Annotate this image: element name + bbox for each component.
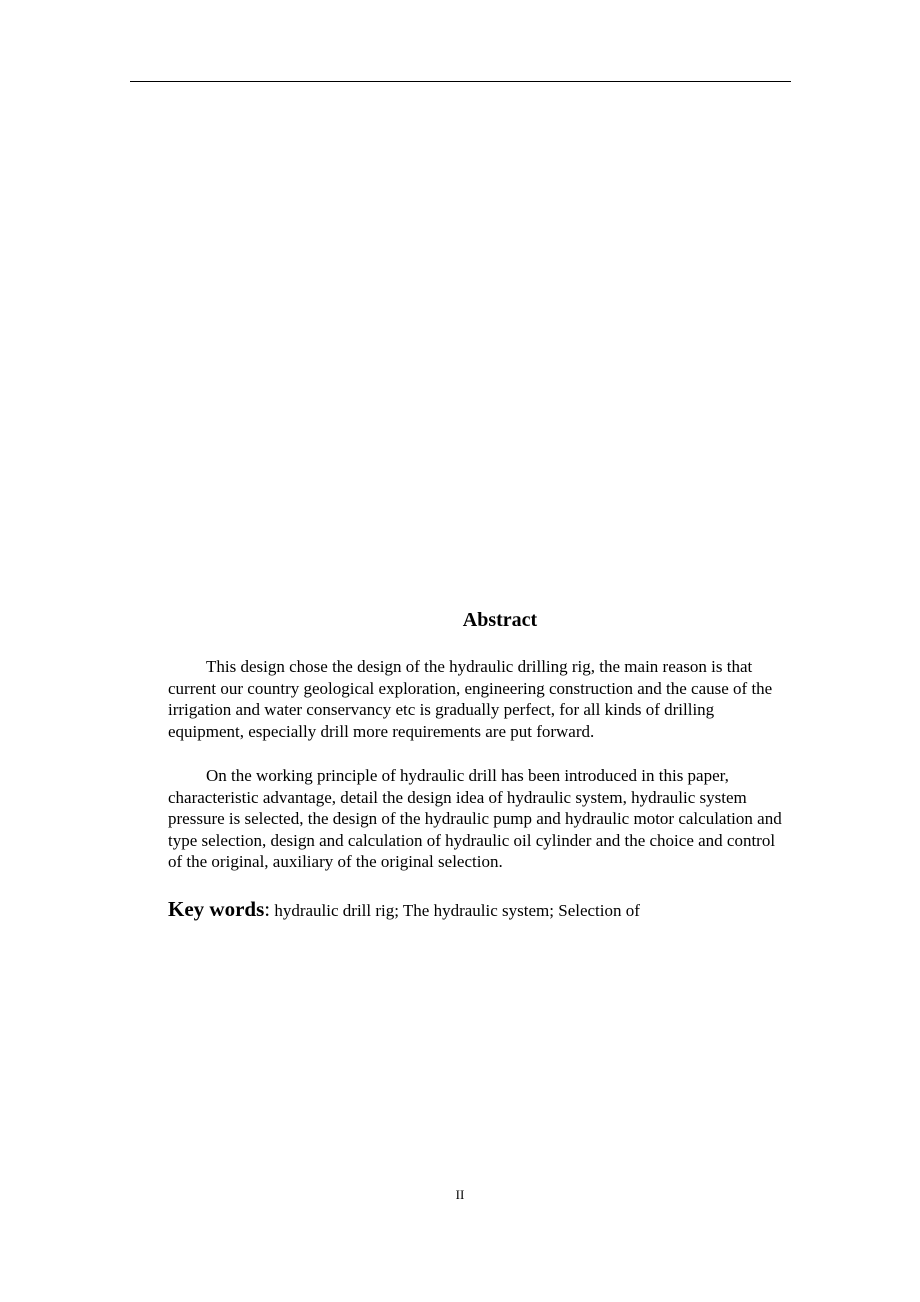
abstract-paragraph-2 [168, 765, 786, 873]
paragraph-text: On the working principle of hydraulic drill has been introduced in this paper, characteristic advantage, detail the design idea of hydraulic system, hydraulic system pressure is selected, the design of the hydraulic pump and hydraulic motor calculation and type selection, design and calculation of hydraulic oil cylinder and the choice and control of the original, auxiliary of the original selection. [168, 766, 782, 871]
paragraph-text: This design chose the design of the hydraulic drilling rig, the main reason is that current our country geological exploration, engineering construction and the cause of the irrigation and water conservancy etc is gradually perfect, for all kinds of drilling equipment, especially drill more requirements are put forward. [168, 657, 773, 741]
page-number: II [455, 1187, 465, 1202]
keywords-separator: : [264, 897, 271, 921]
keywords-label: Key words [168, 897, 265, 921]
abstract-title: Abstract [462, 609, 538, 631]
keywords-text: hydraulic drill rig; The hydraulic system; Selection of [270, 901, 640, 920]
keywords-line [168, 896, 808, 924]
abstract-paragraph-1 [168, 656, 786, 742]
header-rule [130, 81, 791, 82]
